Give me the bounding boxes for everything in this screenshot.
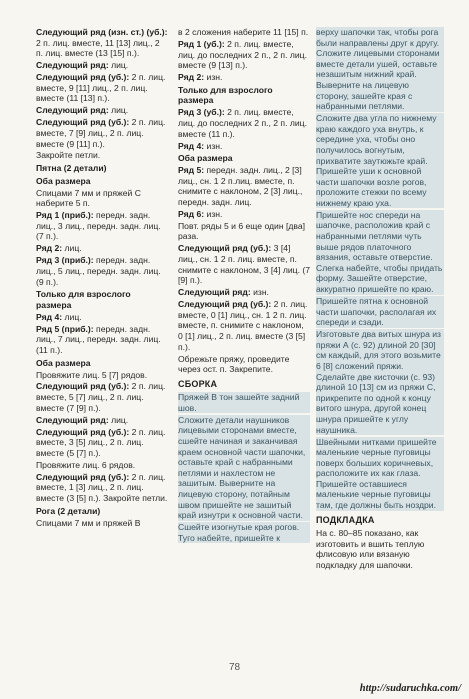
instruction-text: Повт. ряды 5 и 6 еще один [два] раза. [178, 220, 306, 242]
instruction-paragraph [178, 72, 310, 83]
assembly-paragraph: Пришейте пятна к основной части шапочки, располагая их спереди и сзади. [316, 296, 444, 328]
section-heading: Оба размера [36, 357, 91, 368]
row-label: Следующий ряд (уб.): [36, 381, 130, 392]
instruction-text: 2 п. лиц. вместе, 5 [7] лиц., 2 п. лиц. вместе (7 [9] п.). [36, 381, 166, 413]
instruction-paragraph [36, 518, 168, 529]
row-label: Ряд 5 (приб.): [36, 323, 94, 334]
column-left [36, 27, 168, 530]
instruction-text: 2 п. лиц. вместе, 11 [13] лиц., 2 п. лиц. вместе (13 [15] п.). [36, 37, 160, 59]
row-label: Следующий ряд: [178, 287, 251, 298]
instruction-text: изн. [204, 140, 223, 151]
instruction-paragraph [36, 324, 168, 356]
instruction-text: 2 п. лиц. вместе, лиц. до последних 2 п., 2 п. лиц. вместе (11 п.). [178, 107, 307, 139]
instruction-text: 2 п. лиц. вместе, 9 [11] лиц., 2 п. лиц. вместе (11 [13] п.). [36, 72, 166, 104]
row-label: Ряд 4: [36, 311, 63, 322]
row-label: Ряд 2: [178, 72, 205, 83]
instruction-text: 3 [4] лиц., сн. 1 2 п. лиц. вместе, п. снимите с наклоном, 3 [4] лиц. (7 [9] п.). [178, 243, 310, 286]
row-label: Ряд 6: [178, 208, 205, 219]
assembly-paragraph: Сшейте изогнутые края рогов. Туго набейте, пришейте к [178, 522, 310, 543]
row-label: Ряд 4: [178, 140, 205, 151]
section-heading: Пятна (2 детали) [36, 163, 107, 174]
page-number: 78 [228, 662, 241, 673]
row-label: Следующий ряд: [36, 60, 109, 71]
instruction-text: лиц. [108, 105, 129, 116]
instruction-paragraph [178, 39, 310, 71]
row-label: Следующий ряд (уб.): [178, 243, 272, 254]
instruction-paragraph [36, 427, 168, 459]
instruction-text: 2 п. лиц. вместе, 3 [5] лиц., 2 п. лиц. вместе (5 [7] п.). [36, 426, 166, 458]
instruction-text: Спицами 7 мм и пряжей С наберите 5 п. [36, 187, 141, 209]
instruction-paragraph [36, 150, 168, 161]
instruction-paragraph [36, 370, 168, 381]
instruction-paragraph [36, 27, 168, 59]
row-label: Ряд 1 (уб.): [178, 38, 225, 49]
column-middle [178, 27, 310, 545]
row-label: Следующий ряд (уб.): [36, 426, 130, 437]
instruction-text: 2 п. лиц. вместе, 0 [1] лиц., сн. 1 2 п. лиц. вместе, п. снимите с наклоном, 0 [1] лиц., 2 п. лиц. вместе (3 [5] п.). [178, 299, 308, 352]
instruction-text: передн. задн. лиц., 2 [3] лиц., сн. 1 2 п.лиц. вместе, п. снимите с наклоном, 2 [3] лиц., передн. задн. лиц. [178, 165, 303, 207]
instruction-text: 2 п. лиц. вместе, 7 [9] лиц., 2 п. лиц. вместе (9 [11] п.). [36, 117, 166, 149]
row-label: Следующий ряд (уб.): [36, 117, 130, 128]
instruction-paragraph [178, 107, 310, 139]
instruction-paragraph [178, 209, 310, 220]
instruction-text: изн. [204, 208, 223, 219]
section-heading: Только для взрослого размера [178, 84, 273, 106]
instruction-paragraph [178, 354, 310, 375]
row-label: Следующий ряд (изн. ст.) (уб.): [36, 27, 168, 37]
assembly-paragraph: Сложите детали наушников лицевыми сторонами вместе, сшейте начиная и заканчивая краем основной части шапочки, оставьте край с набранными петлями и нахлестом не зашитым. Выверните на лицевую сторону, потайным швом пришейте не зашитый край изнутри к основной части. [178, 415, 310, 521]
section-heading: Только для взрослого размера [36, 289, 131, 310]
instruction-text: передн. задн. лиц., 7 лиц., передн. задн. лиц. (11 п.). [36, 323, 161, 355]
instruction-text: изн. [204, 72, 223, 83]
row-label: Следующий ряд: [36, 105, 109, 116]
instruction-paragraph [178, 287, 310, 298]
instruction-paragraph [36, 472, 168, 504]
assembly-paragraph: Швейными нитками пришейте маленькие черные пуговицы поверх больших коричневых, расположите их как глаза. Пришейте оставшиеся маленькие черные пуговицы там, где должны быть ноздри. [316, 437, 444, 511]
row-label: Следующий ряд: [36, 414, 109, 425]
row-label: Следующий ряд (уб.): [178, 299, 272, 310]
assembly-paragraph: Пришейте нос спереди на шапочке, расположив край с набранными петлями чуть выше рядов платочного вязания, оставьте отверстие. Слегка набейте, чтобы придать форму. Зашейте отверстие, аккуратно пришейте по краю. [316, 209, 443, 295]
instruction-paragraph [36, 381, 168, 413]
instruction-paragraph [178, 141, 310, 152]
instruction-text: На с. 80–85 показано, как изготовить и вшить теплую флисовую или вязаную подкладку для шапочки. [316, 528, 425, 571]
row-label: Ряд 5: [178, 165, 205, 176]
instruction-text: лиц. [62, 311, 82, 322]
instruction-paragraph [178, 299, 310, 352]
section-title: ПОДКЛАДКА [316, 514, 375, 525]
instruction-paragraph [36, 415, 168, 426]
instruction-text: Провяжите лиц. 5 [7] рядов. [36, 369, 148, 380]
instruction-paragraph [36, 72, 168, 104]
instruction-text: лиц. [108, 414, 129, 425]
assembly-paragraph: Пряжей В тон зашейте задний шов. [178, 392, 310, 413]
section-heading: Оба размера [178, 153, 233, 164]
instruction-text: Спицами 7 мм и пряжей В [36, 517, 141, 528]
instruction-paragraph [36, 188, 168, 209]
instruction-text: лиц. [108, 60, 129, 71]
instruction-paragraph [178, 27, 310, 38]
instruction-text: лиц. [62, 243, 82, 254]
instruction-paragraph [316, 528, 444, 570]
instruction-paragraph [36, 255, 168, 287]
instruction-paragraph [36, 312, 168, 323]
instruction-text: изн. [250, 287, 269, 298]
instruction-paragraph [36, 117, 168, 149]
instruction-text: Закройте петли. [36, 150, 101, 161]
instruction-paragraph [36, 60, 168, 71]
row-label: Ряд 2: [36, 243, 63, 254]
row-label: Следующий ряд (уб.): [36, 72, 130, 83]
assembly-paragraph: Изготовьте два витых шнура из пряжи А (с. 92) длиной 20 [30] см каждый, для этого возьмите 6 [8] сложений пряжи. Сделайте две кисточки (с. 93) длиной 10 [13] см из пряжи С, прикрепите по одной к концу витого шнура, другой конец шнура пришейте к углу наушника. [316, 329, 444, 435]
row-label: Ряд 3 (приб.): [36, 255, 94, 266]
section-heading: Рога (2 детали) [36, 505, 101, 516]
column-right [316, 27, 444, 572]
watermark-url: http://sudaruchka.com/ [359, 683, 461, 694]
instruction-paragraph [178, 221, 310, 242]
instruction-text: передн. задн. лиц., 5 лиц., передн. задн. лиц. (9 п.). [36, 255, 161, 287]
section-heading: Оба размера [36, 175, 91, 186]
row-label: Ряд 1 (приб.): [36, 210, 94, 221]
instruction-text: передн. задн. лиц., 3 лиц., передн. задн. лиц. (7 п.). [36, 210, 161, 242]
instruction-paragraph [36, 105, 168, 116]
instruction-paragraph [36, 243, 168, 254]
instruction-text: Провяжите лиц. 6 рядов. [36, 459, 136, 470]
row-label: Следующий ряд (уб.): [36, 471, 130, 482]
assembly-paragraph: Сложите два угла по нижнему краю каждого уха внутрь, к середине уха, чтобы оно получилось вогнутым, прихватите заутюжьте край. Пришейте уши к основной части шапочки возле рогов, проложите стежки по всему нижнему краю уха. [316, 113, 444, 208]
section-title: СБОРКА [178, 378, 218, 389]
instruction-text: 2 п. лиц. вместе, 1 [3] лиц., 2 п. лиц. вместе (3 [5] п.). Закройте петли. [36, 471, 168, 503]
instruction-text: в 2 сложения наберите 11 [15] п. [178, 27, 309, 37]
instruction-paragraph [36, 210, 168, 242]
instruction-text: 2 п. лиц. вместе, лиц. до последних 2 п., 2 п. лиц. вместе (9 [13] п.). [178, 38, 307, 71]
instruction-paragraph [36, 460, 168, 471]
assembly-paragraph: верху шапочки так, чтобы рога были направлены друг к другу. Сложите лицевыми сторонами вместе детали ушей, оставьте незашитым нижний край. Выверните на лицевую сторону, зашейте края с набранными петлями. [316, 27, 444, 112]
instruction-paragraph [178, 165, 310, 207]
instruction-paragraph [178, 243, 310, 285]
instruction-text: Обрежьте пряжу, проведите через ост. п. Закрепите. [178, 353, 290, 375]
row-label: Ряд 3 (уб.): [178, 107, 225, 118]
